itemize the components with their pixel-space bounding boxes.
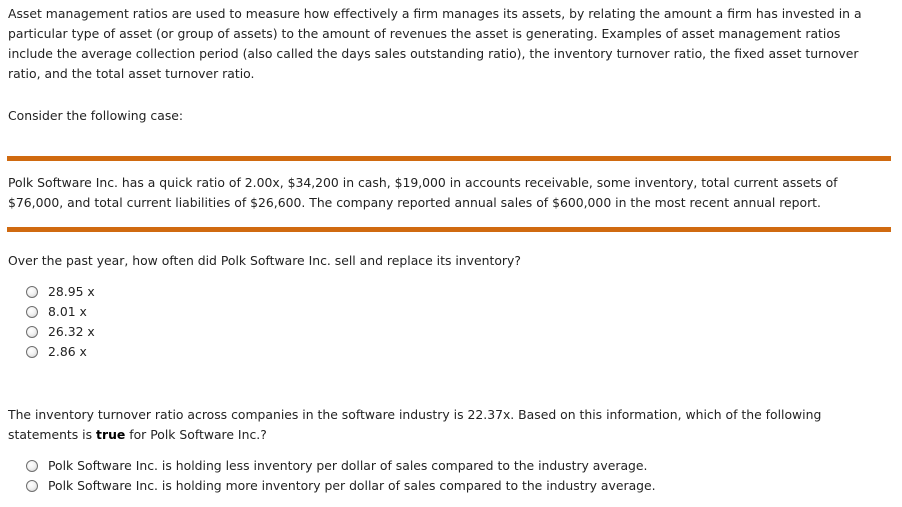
question-2-option-a[interactable]: [26, 456, 656, 476]
option-label: 26.32 x: [48, 324, 95, 339]
option-label: Polk Software Inc. is holding less inventory per dollar of sales compared to the industry average.: [48, 458, 648, 473]
question-1-option-b[interactable]: [26, 302, 95, 322]
option-label: 2.86 x: [48, 344, 87, 359]
option-label: 8.01 x: [48, 304, 87, 319]
case-divider-bottom: [7, 227, 891, 232]
question-2-emphasis: true: [96, 427, 126, 442]
question-2-option-b[interactable]: [26, 476, 656, 496]
consider-label: Consider the following case:: [8, 108, 184, 123]
question-1-option-d[interactable]: [26, 342, 95, 362]
question-2-prompt: [8, 405, 892, 445]
radio-button-icon[interactable]: [26, 306, 38, 318]
question-1-prompt: Over the past year, how often did Polk Software Inc. sell and replace its inventory?: [8, 253, 521, 268]
question-1-options: [26, 282, 95, 362]
radio-button-icon[interactable]: [26, 480, 38, 492]
case-paragraph: Polk Software Inc. has a quick ratio of 2.00x, $34,200 in cash, $19,000 in accounts receivable, some inventory, total current assets of $76,000, and total current liabilities of $26,600. The company reported annual sales of $600,000 in the most recent annual report.: [8, 175, 838, 210]
question-2-text-end: for Polk Software Inc.?: [125, 427, 267, 442]
radio-button-icon[interactable]: [26, 460, 38, 472]
question-1-option-a[interactable]: [26, 282, 95, 302]
radio-button-icon[interactable]: [26, 346, 38, 358]
question-2-options: [26, 456, 656, 496]
question-2-text: The inventory turnover ratio across companies in the software industry is 22.37x. Based on this information, which of the following statements is: [8, 407, 822, 442]
intro-paragraph: Asset management ratios are used to measure how effectively a firm manages its assets, by relating the amount a firm has invested in a particular type of asset (or group of assets) to the amount of revenues the asset is generating. Examples of asset management ratios include the average collection period (also called the days sales outstanding ratio), the inventory turnover ratio, the fixed asset turnover ratio, and the total asset turnover ratio.: [8, 6, 862, 81]
case-divider-top: [7, 156, 891, 161]
option-label: 28.95 x: [48, 284, 95, 299]
question-1-option-c[interactable]: [26, 322, 95, 342]
radio-button-icon[interactable]: [26, 326, 38, 338]
option-label: Polk Software Inc. is holding more inventory per dollar of sales compared to the industry average.: [48, 478, 656, 493]
radio-button-icon[interactable]: [26, 286, 38, 298]
